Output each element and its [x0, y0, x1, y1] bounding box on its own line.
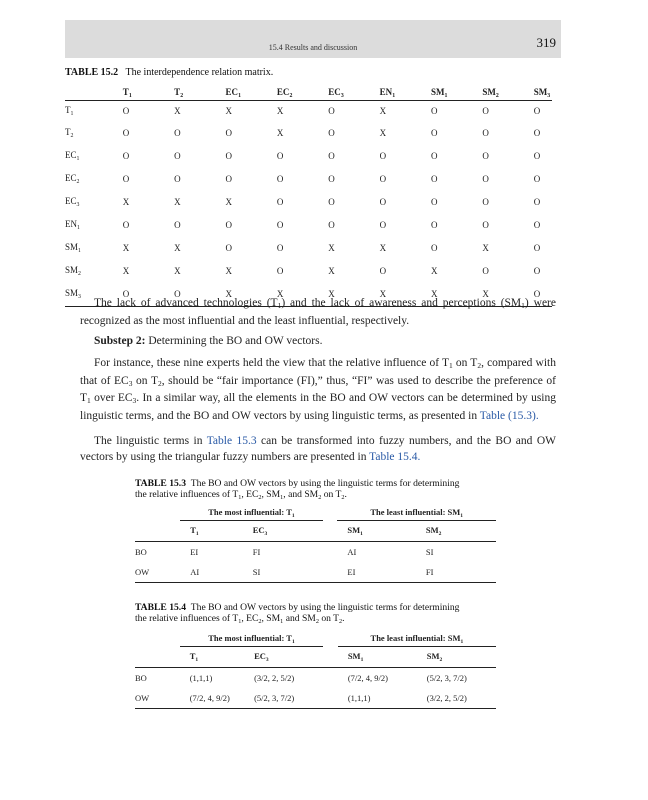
- matrix-cell: X: [431, 283, 482, 307]
- p2-sub-5: 1: [87, 396, 91, 406]
- matrix-cell: O: [276, 243, 284, 254]
- subheader-ec3: $EC_3$: [244, 647, 323, 668]
- gap: [323, 506, 338, 521]
- p2-sub-1: 1: [449, 361, 453, 370]
- table-row: [65, 236, 552, 259]
- matrix-cell: O: [482, 150, 489, 161]
- p2-sub-3: 3: [128, 378, 133, 388]
- table-15-2-label: TABLE 15.2: [65, 67, 119, 78]
- column-header-sm2: $SM_2$: [482, 86, 533, 101]
- value-cell: FI: [252, 547, 261, 557]
- p1-sub-1: 1: [277, 301, 282, 310]
- table-row: [65, 260, 552, 283]
- matrix-cell: O: [174, 127, 181, 138]
- paragraph-1: [80, 296, 556, 329]
- table-15-3-link[interactable]: Table (15.3).: [479, 409, 539, 422]
- matrix-cell: O: [225, 173, 233, 184]
- gap: [323, 521, 338, 542]
- matrix-cell: O: [431, 106, 438, 116]
- table-15-3-caption-text: The BO and OW vectors by using the linguistic terms for determining the relative influences of $T_1$, $EC_2$, $SM_1$, and $SM_2$ on $T_2$.: [135, 478, 460, 501]
- matrix-cell: X: [276, 127, 284, 138]
- row-header-ec2: $EC_2$: [65, 172, 80, 185]
- matrix-cell: O: [225, 127, 233, 138]
- table-15-2-title: The interdependence relation matrix.: [125, 67, 274, 78]
- matrix-cell: O: [276, 150, 284, 161]
- p2-text-c: , compared with that of EC: [80, 357, 556, 387]
- p1-text-c: ) were recognized as the most influential and the least influential, respectively.: [80, 297, 556, 327]
- matrix-cell: O: [276, 173, 284, 184]
- gap: [323, 562, 338, 583]
- table-row: [135, 668, 496, 689]
- substep-label: Substep 2:: [94, 335, 146, 347]
- p2-sub-2: 2: [477, 361, 482, 370]
- t154-group-most: The most influential: $T_1$: [180, 632, 324, 647]
- p3-text-b: can be transformed into fuzzy numbers, and the BO and OW vectors by using the triangular fuzzy numbers are presented in: [80, 435, 556, 463]
- value-cell: (3/2, 2, 5/2): [254, 673, 295, 683]
- running-header: [65, 20, 561, 58]
- matrix-cell: O: [328, 127, 335, 138]
- p1-text-a: The lack of advanced technologies (T: [94, 297, 278, 309]
- value-cell: (7/2, 4, 9/2): [180, 688, 244, 709]
- matrix-cell: O: [123, 283, 174, 307]
- matrix-cell: O: [122, 150, 130, 161]
- column-header-sm1: $SM_1$: [431, 86, 482, 101]
- matrix-cell: X: [482, 243, 489, 254]
- column-header-t2: $T_2$: [174, 86, 225, 101]
- row-header-sm2: $SM_2$: [65, 265, 81, 278]
- matrix-cell: O: [122, 219, 130, 230]
- matrix-cell: X: [328, 243, 335, 254]
- table-15-4-label: TABLE 15.4: [135, 602, 186, 613]
- row-header-t1: $T_1$: [65, 105, 74, 117]
- matrix-cell: O: [225, 219, 233, 230]
- matrix-cell: O: [174, 219, 181, 230]
- matrix-cell: O: [533, 243, 541, 254]
- blank: [135, 521, 180, 542]
- gap: [323, 542, 338, 563]
- value-cell: (1,1,1): [338, 688, 417, 709]
- matrix-cell: O: [379, 150, 387, 161]
- gap: [323, 668, 338, 689]
- subheader-sm1: $SM_1$: [338, 647, 417, 668]
- subheader-t1: $T_1$: [180, 647, 244, 668]
- matrix-cell: O: [482, 106, 489, 116]
- matrix-cell: O: [276, 219, 284, 230]
- substep-text: Determining the BO and OW vectors.: [145, 335, 323, 347]
- page-number: 319: [536, 35, 556, 50]
- p2-text-g: . In a similar way, all the elements in the BO and OW vectors can be determined by using linguistic terms, and the BO and OW vectors by using linguistic terms, as presented in: [80, 392, 556, 422]
- subheader-sm2: $SM_2$: [416, 521, 496, 542]
- value-cell: SI: [243, 562, 323, 583]
- matrix-cell: X: [431, 266, 438, 277]
- matrix-cell: O: [533, 196, 541, 207]
- value-cell: (7/2, 4, 9/2): [347, 673, 388, 683]
- matrix-cell: O: [225, 150, 233, 161]
- value-cell: AI: [180, 562, 243, 583]
- row-label-bo: BO: [135, 673, 147, 683]
- matrix-cell: X: [328, 283, 379, 307]
- row-label-ow: OW: [135, 688, 180, 709]
- matrix-cell: O: [533, 219, 541, 230]
- subheader-t1: $T_1$: [180, 521, 243, 542]
- row-header-sm3: $SM_3$: [65, 283, 123, 307]
- row-header-en1: $EN_1$: [65, 218, 80, 231]
- matrix-cell: O: [122, 173, 130, 184]
- matrix-cell: O: [431, 243, 438, 254]
- matrix-cell: X: [379, 106, 387, 116]
- matrix-cell: O: [174, 150, 181, 161]
- blank: [135, 632, 180, 647]
- row-label-bo: BO: [135, 547, 147, 557]
- substep-2-heading: [80, 334, 556, 350]
- value-cell: (5/2, 3, 7/2): [244, 688, 323, 709]
- subheader-row: [135, 647, 496, 668]
- interdependence-matrix-table: [65, 86, 552, 307]
- p2-sub-6: 3: [132, 396, 137, 406]
- table-15-4-caption-text: The BO and OW vectors by using the linguistic terms for determining the relative influences of $T_1$, $EC_2$, $SM_1$ and $SM_2$ on $T_2$.: [135, 602, 460, 625]
- matrix-cell: O: [431, 150, 438, 161]
- matrix-cell: O: [122, 106, 130, 116]
- value-cell: FI: [416, 562, 496, 583]
- matrix-cell: X: [225, 196, 233, 207]
- matrix-cell: X: [277, 283, 328, 307]
- subheader-row: [135, 521, 496, 542]
- table-row: [65, 121, 552, 144]
- blank: [135, 506, 180, 521]
- row-header-ec1: $EC_1$: [65, 149, 80, 162]
- matrix-cell: O: [379, 173, 387, 184]
- table-15-3: [135, 506, 496, 583]
- p2-text-e: , should be “fair importance (FI),” thus, “FI” was used to describe the preference of T: [80, 374, 556, 405]
- matrix-cell: X: [328, 266, 335, 277]
- matrix-cell: O: [431, 127, 438, 138]
- subheader-sm1: $SM_1$: [337, 521, 415, 542]
- column-header-ec3: $EC_3$: [328, 86, 379, 101]
- column-header-ec1: $EC_1$: [226, 86, 277, 101]
- corner-cell: [65, 86, 123, 101]
- matrix-cell: O: [533, 150, 541, 161]
- value-cell: (5/2, 3, 7/2): [426, 673, 467, 683]
- matrix-cell: O: [328, 173, 335, 184]
- matrix-cell: O: [533, 106, 541, 116]
- table-row: [65, 190, 552, 213]
- matrix-cell: O: [328, 196, 335, 207]
- p1-sub-2: 1: [521, 301, 525, 310]
- subheader-sm2: $SM_2$: [417, 647, 496, 668]
- column-header-ec2: $EC_2$: [277, 86, 328, 101]
- matrix-cell: X: [174, 106, 181, 116]
- matrix-cell: O: [431, 173, 438, 184]
- table-row: [65, 213, 552, 236]
- p1-text-b: ) and the lack of awareness and perceptions (SM: [281, 297, 522, 309]
- p2-text-d: on T: [132, 374, 158, 387]
- matrix-cell: X: [122, 243, 130, 254]
- table-row: [135, 542, 496, 563]
- matrix-cell: O: [122, 127, 130, 138]
- matrix-cell: X: [379, 243, 387, 254]
- matrix-cell: O: [328, 106, 335, 116]
- matrix-cell: O: [379, 266, 387, 277]
- matrix-cell: X: [174, 196, 181, 207]
- matrix-cell: X: [276, 106, 284, 116]
- gap: [323, 647, 338, 668]
- table-row: [65, 101, 552, 122]
- value-cell: AI: [347, 547, 357, 557]
- p2-text-a: For instance, these nine experts held the view that the relative influence of T: [94, 357, 450, 369]
- subheader-ec3: $EC_3$: [243, 521, 323, 542]
- value-cell: (3/2, 2, 5/2): [417, 688, 496, 709]
- row-header-sm1: $SM_1$: [65, 242, 81, 255]
- gap: [323, 688, 338, 709]
- value-cell: EI: [190, 547, 199, 557]
- matrix-cell: O: [431, 219, 438, 230]
- matrix-cell: X: [122, 266, 130, 277]
- matrix-cell: O: [276, 196, 284, 207]
- column-header-en1: $EN_1$: [380, 86, 431, 101]
- paragraph-3: [80, 434, 556, 465]
- gap: [323, 632, 338, 647]
- p2-text-b: on T: [452, 357, 478, 369]
- table-15-2-caption: [65, 67, 273, 78]
- matrix-cell: X: [380, 283, 431, 307]
- matrix-cell: X: [174, 266, 181, 277]
- matrix-cell: X: [226, 283, 277, 307]
- table-row: [135, 688, 496, 709]
- p2-text-f: over EC: [90, 392, 133, 405]
- table-15-3-ref-link[interactable]: Table 15.3: [206, 435, 257, 447]
- matrix-cell: O: [482, 219, 489, 230]
- matrix-cell: X: [225, 266, 233, 277]
- matrix-cell: O: [328, 219, 335, 230]
- table-15-4-caption: [135, 602, 465, 627]
- matrix-cell: O: [533, 266, 541, 277]
- matrix-cell: O: [482, 127, 489, 138]
- p3-text-a: The linguistic terms in: [94, 435, 207, 447]
- matrix-cell: O: [534, 283, 552, 307]
- matrix-cell: O: [482, 266, 489, 277]
- matrix-cell: O: [174, 173, 181, 184]
- value-cell: SI: [425, 547, 434, 557]
- matrix-cell: X: [379, 127, 387, 138]
- p2-sub-4: 2: [157, 378, 162, 388]
- t153-group-least: The least influential: $SM_1$: [337, 506, 496, 521]
- matrix-cell: X: [122, 196, 130, 207]
- t153-group-most: The most influential: $T_1$: [180, 506, 322, 521]
- table-15-3-caption: [135, 478, 465, 503]
- table-row: [65, 144, 552, 167]
- matrix-cell: O: [174, 283, 225, 307]
- value-cell: (1,1,1): [189, 673, 213, 683]
- table-15-4-link[interactable]: Table 15.4.: [369, 450, 421, 463]
- matrix-cell: O: [533, 173, 541, 184]
- matrix-cell: X: [174, 243, 181, 254]
- matrix-cell: O: [379, 219, 387, 230]
- table-row: [135, 562, 496, 583]
- blank: [135, 647, 180, 668]
- row-header-ec3: $EC_3$: [65, 195, 80, 208]
- matrix-cell: O: [533, 127, 541, 138]
- matrix-cell: O: [379, 196, 387, 207]
- matrix-cell: O: [276, 266, 284, 277]
- matrix-cell: O: [225, 243, 233, 254]
- column-header-sm3: $SM_3$: [533, 87, 551, 99]
- matrix-cell: O: [482, 173, 489, 184]
- matrix-cell: O: [328, 150, 335, 161]
- running-title: 15.4 Results and discussion: [268, 43, 358, 52]
- matrix-cell: X: [225, 106, 233, 116]
- table-15-4: [135, 632, 496, 709]
- table-row: [65, 167, 552, 190]
- table-15-3-label: TABLE 15.3: [135, 478, 186, 489]
- paragraph-2: [80, 356, 556, 424]
- row-label-ow: OW: [135, 562, 180, 583]
- value-cell: EI: [337, 562, 415, 583]
- t154-group-least: The least influential: $SM_1$: [338, 632, 496, 647]
- matrix-cell: X: [482, 283, 533, 307]
- matrix-cell: O: [482, 196, 489, 207]
- column-header-t1: $T_1$: [123, 86, 174, 101]
- row-header-t2: $T_2$: [65, 126, 74, 139]
- matrix-cell: O: [431, 196, 438, 207]
